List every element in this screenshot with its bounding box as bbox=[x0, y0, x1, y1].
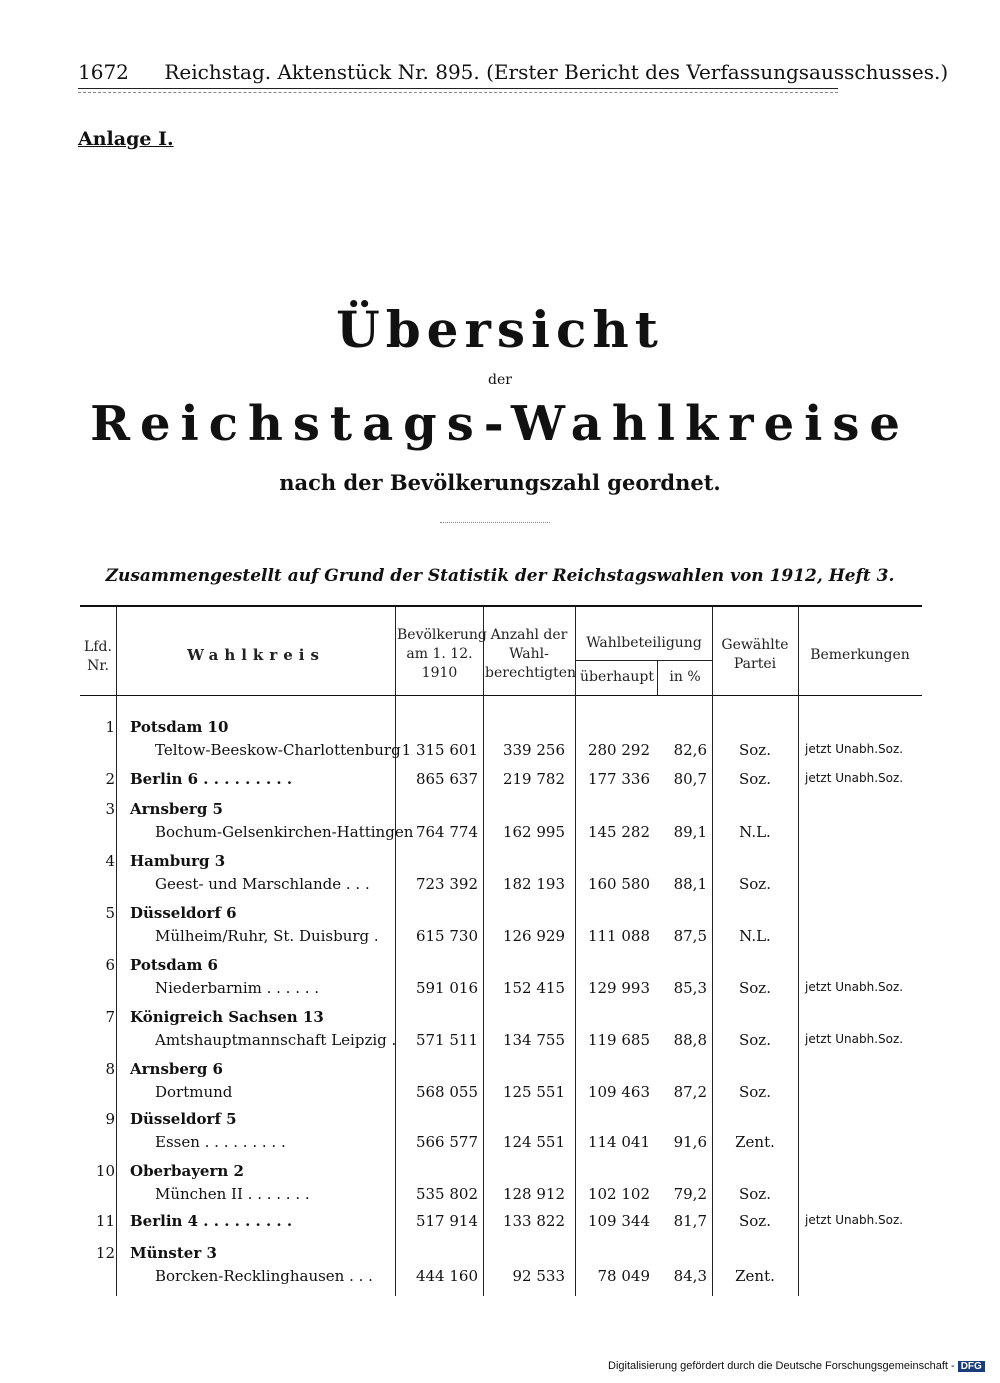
row-partei: Soz. bbox=[739, 770, 771, 788]
running-title: Reichstag. Aktenstück Nr. 895. (Erster Bericht des Verfassungsausschusses.) bbox=[164, 60, 949, 84]
row-bevoelkerung: 764 774 bbox=[415, 823, 478, 841]
row-wahlkreis: Münster 3 bbox=[130, 1244, 217, 1262]
row-wahlkreis: Düsseldorf 5 bbox=[130, 1110, 237, 1128]
row-bevoelkerung: 723 392 bbox=[415, 875, 478, 893]
title-line1: Übersicht bbox=[336, 300, 664, 359]
row-prozent: 91,6 bbox=[673, 1133, 707, 1151]
row-bevoelkerung: 566 577 bbox=[415, 1133, 478, 1151]
row-subkreis: Borcken-Recklinghausen . . . bbox=[155, 1267, 373, 1285]
row-partei: N.L. bbox=[739, 823, 771, 841]
row-prozent: 88,1 bbox=[673, 875, 707, 893]
row-subkreis: München II . . . . . . . bbox=[155, 1185, 310, 1203]
row-wahlkreis: Arnsberg 6 bbox=[130, 1060, 223, 1078]
row-nr: 2 bbox=[105, 770, 115, 788]
table-row bbox=[80, 800, 922, 852]
row-beteiligung: 160 580 bbox=[587, 875, 650, 893]
row-wahlberechtigte: 219 782 bbox=[502, 770, 565, 788]
footer-text: Digitalisierung gefördert durch die Deutsche Forschungsgemeinschaft - bbox=[608, 1360, 955, 1372]
row-wahlberechtigte: 339 256 bbox=[502, 741, 565, 759]
header-nr: Lfd. Nr. bbox=[84, 639, 112, 674]
row-subkreis: Teltow-Beeskow-Charlottenburg bbox=[155, 741, 401, 759]
row-subkreis: Bochum-Gelsenkirchen-Hattingen bbox=[155, 823, 414, 841]
table-row bbox=[80, 956, 922, 1008]
subtitle: Zusammengestellt auf Grund der Statistik der Reichstagswahlen von 1912, Heft 3. bbox=[105, 566, 895, 586]
row-nr: 4 bbox=[105, 852, 115, 870]
page-number: 1672 bbox=[78, 60, 129, 84]
header-wahlbeteiligung: Wahlbeteiligung bbox=[586, 635, 702, 651]
row-wahlkreis: Potsdam 10 bbox=[130, 718, 229, 736]
row-beteiligung: 129 993 bbox=[587, 979, 650, 997]
row-wahlberechtigte: 128 912 bbox=[502, 1185, 565, 1203]
row-prozent: 79,2 bbox=[673, 1185, 707, 1203]
row-partei: Soz. bbox=[739, 875, 771, 893]
row-wahlberechtigte: 162 995 bbox=[502, 823, 565, 841]
row-nr: 3 bbox=[105, 800, 115, 818]
row-bevoelkerung: 865 637 bbox=[415, 770, 478, 788]
row-beteiligung: 177 336 bbox=[587, 770, 650, 788]
table-row bbox=[80, 1110, 922, 1162]
row-beteiligung: 145 282 bbox=[587, 823, 650, 841]
row-wahlkreis: Berlin 6 . . . . . . . . . bbox=[130, 770, 293, 788]
row-beteiligung: 102 102 bbox=[587, 1185, 650, 1203]
row-beteiligung: 78 049 bbox=[597, 1267, 650, 1285]
subheader-rule bbox=[575, 660, 712, 661]
row-prozent: 87,2 bbox=[673, 1083, 707, 1101]
row-nr: 8 bbox=[105, 1060, 115, 1078]
row-prozent: 81,7 bbox=[673, 1212, 707, 1230]
table-row bbox=[80, 1244, 922, 1296]
title-line3: nach der Bevölkerungszahl geordnet. bbox=[279, 470, 721, 495]
row-subkreis: Dortmund bbox=[155, 1083, 233, 1101]
row-bevoelkerung: 568 055 bbox=[415, 1083, 478, 1101]
header-prozent: in % bbox=[669, 669, 701, 685]
table-row bbox=[80, 1060, 922, 1112]
row-partei: Soz. bbox=[739, 1212, 771, 1230]
row-prozent: 82,6 bbox=[673, 741, 707, 759]
row-wahlberechtigte: 92 533 bbox=[512, 1267, 565, 1285]
row-prozent: 80,7 bbox=[673, 770, 707, 788]
row-bevoelkerung: 615 730 bbox=[415, 927, 478, 945]
row-wahlkreis: Hamburg 3 bbox=[130, 852, 226, 870]
row-prozent: 88,8 bbox=[673, 1031, 707, 1049]
table-row bbox=[80, 718, 922, 770]
row-partei: Soz. bbox=[739, 741, 771, 759]
row-wahlkreis: Arnsberg 5 bbox=[130, 800, 223, 818]
row-wahlberechtigte: 124 551 bbox=[502, 1133, 565, 1151]
row-beteiligung: 280 292 bbox=[587, 741, 650, 759]
row-partei: Soz. bbox=[739, 1083, 771, 1101]
row-bemerkung: jetzt Unabh.Soz. bbox=[805, 1032, 904, 1046]
row-wahlkreis: Königreich Sachsen 13 bbox=[130, 1008, 324, 1026]
row-nr: 12 bbox=[95, 1244, 115, 1262]
row-subkreis: Niederbarnim . . . . . . bbox=[155, 979, 320, 997]
row-beteiligung: 119 685 bbox=[587, 1031, 650, 1049]
title-line2: Reichstags-Wahlkreise bbox=[90, 396, 910, 452]
row-wahlberechtigte: 152 415 bbox=[502, 979, 565, 997]
row-partei: Zent. bbox=[735, 1133, 775, 1151]
row-subkreis: Essen . . . . . . . . . bbox=[155, 1133, 286, 1151]
row-bevoelkerung: 1 315 601 bbox=[401, 741, 478, 759]
row-prozent: 85,3 bbox=[673, 979, 707, 997]
row-prozent: 87,5 bbox=[673, 927, 707, 945]
row-subkreis: Mülheim/Ruhr, St. Duisburg . bbox=[155, 927, 379, 945]
row-partei: N.L. bbox=[739, 927, 771, 945]
row-bemerkung: jetzt Unabh.Soz. bbox=[805, 771, 904, 785]
row-nr: 5 bbox=[105, 904, 115, 922]
row-bevoelkerung: 535 802 bbox=[415, 1185, 478, 1203]
row-partei: Soz. bbox=[739, 1031, 771, 1049]
table-row bbox=[80, 1008, 922, 1060]
row-wahlberechtigte: 125 551 bbox=[502, 1083, 565, 1101]
header-partei: Gewählte Partei bbox=[721, 637, 789, 672]
row-subkreis: Amtshauptmannschaft Leipzig . bbox=[155, 1031, 397, 1049]
row-partei: Soz. bbox=[739, 1185, 771, 1203]
row-wahlberechtigte: 134 755 bbox=[502, 1031, 565, 1049]
title-separator bbox=[440, 522, 550, 523]
header-wahlberechtigte: Anzahl der Wahl-berechtigten bbox=[485, 627, 577, 681]
row-subkreis: Geest- und Marschlande . . . bbox=[155, 875, 370, 893]
footer-credit bbox=[608, 1360, 985, 1372]
row-nr: 9 bbox=[105, 1110, 115, 1128]
row-nr: 6 bbox=[105, 956, 115, 974]
row-partei: Zent. bbox=[735, 1267, 775, 1285]
header-rule-dashed bbox=[78, 92, 838, 93]
row-wahlkreis: Potsdam 6 bbox=[130, 956, 218, 974]
row-wahlberechtigte: 133 822 bbox=[502, 1212, 565, 1230]
row-wahlkreis: Düsseldorf 6 bbox=[130, 904, 237, 922]
row-wahlkreis: Oberbayern 2 bbox=[130, 1162, 244, 1180]
row-bevoelkerung: 517 914 bbox=[415, 1212, 478, 1230]
title-der: der bbox=[488, 372, 512, 388]
running-header bbox=[78, 60, 949, 84]
row-prozent: 84,3 bbox=[673, 1267, 707, 1285]
row-bemerkung: jetzt Unabh.Soz. bbox=[805, 980, 904, 994]
row-bemerkung: jetzt Unabh.Soz. bbox=[805, 1213, 904, 1227]
table-row bbox=[80, 1162, 922, 1214]
row-bemerkung: jetzt Unabh.Soz. bbox=[805, 742, 904, 756]
header-ueberhaupt: überhaupt bbox=[580, 669, 654, 685]
row-beteiligung: 109 463 bbox=[587, 1083, 650, 1101]
row-partei: Soz. bbox=[739, 979, 771, 997]
row-nr: 1 bbox=[105, 718, 115, 736]
header-wahlkreis: Wahlkreis bbox=[187, 646, 325, 664]
row-nr: 7 bbox=[105, 1008, 115, 1026]
row-nr: 11 bbox=[95, 1212, 115, 1230]
table-top-rule bbox=[80, 605, 922, 607]
anlage-label: Anlage I. bbox=[78, 128, 174, 150]
table-header-rule bbox=[80, 695, 922, 696]
row-beteiligung: 111 088 bbox=[587, 927, 650, 945]
row-prozent: 89,1 bbox=[673, 823, 707, 841]
row-wahlkreis: Berlin 4 . . . . . . . . . bbox=[130, 1212, 293, 1230]
row-bevoelkerung: 571 511 bbox=[415, 1031, 478, 1049]
dfg-logo: DFG bbox=[958, 1361, 985, 1372]
row-beteiligung: 109 344 bbox=[587, 1212, 650, 1230]
table-row bbox=[80, 852, 922, 904]
header-bemerkungen: Bemerkungen bbox=[810, 647, 910, 663]
row-beteiligung: 114 041 bbox=[587, 1133, 650, 1151]
header-bevoelkerung: Bevölkerung am 1. 12. 1910 bbox=[397, 627, 487, 681]
row-bevoelkerung: 444 160 bbox=[415, 1267, 478, 1285]
table-row bbox=[80, 904, 922, 956]
header-rule bbox=[78, 88, 838, 89]
row-bevoelkerung: 591 016 bbox=[415, 979, 478, 997]
row-wahlberechtigte: 126 929 bbox=[502, 927, 565, 945]
row-wahlberechtigte: 182 193 bbox=[502, 875, 565, 893]
row-nr: 10 bbox=[95, 1162, 115, 1180]
